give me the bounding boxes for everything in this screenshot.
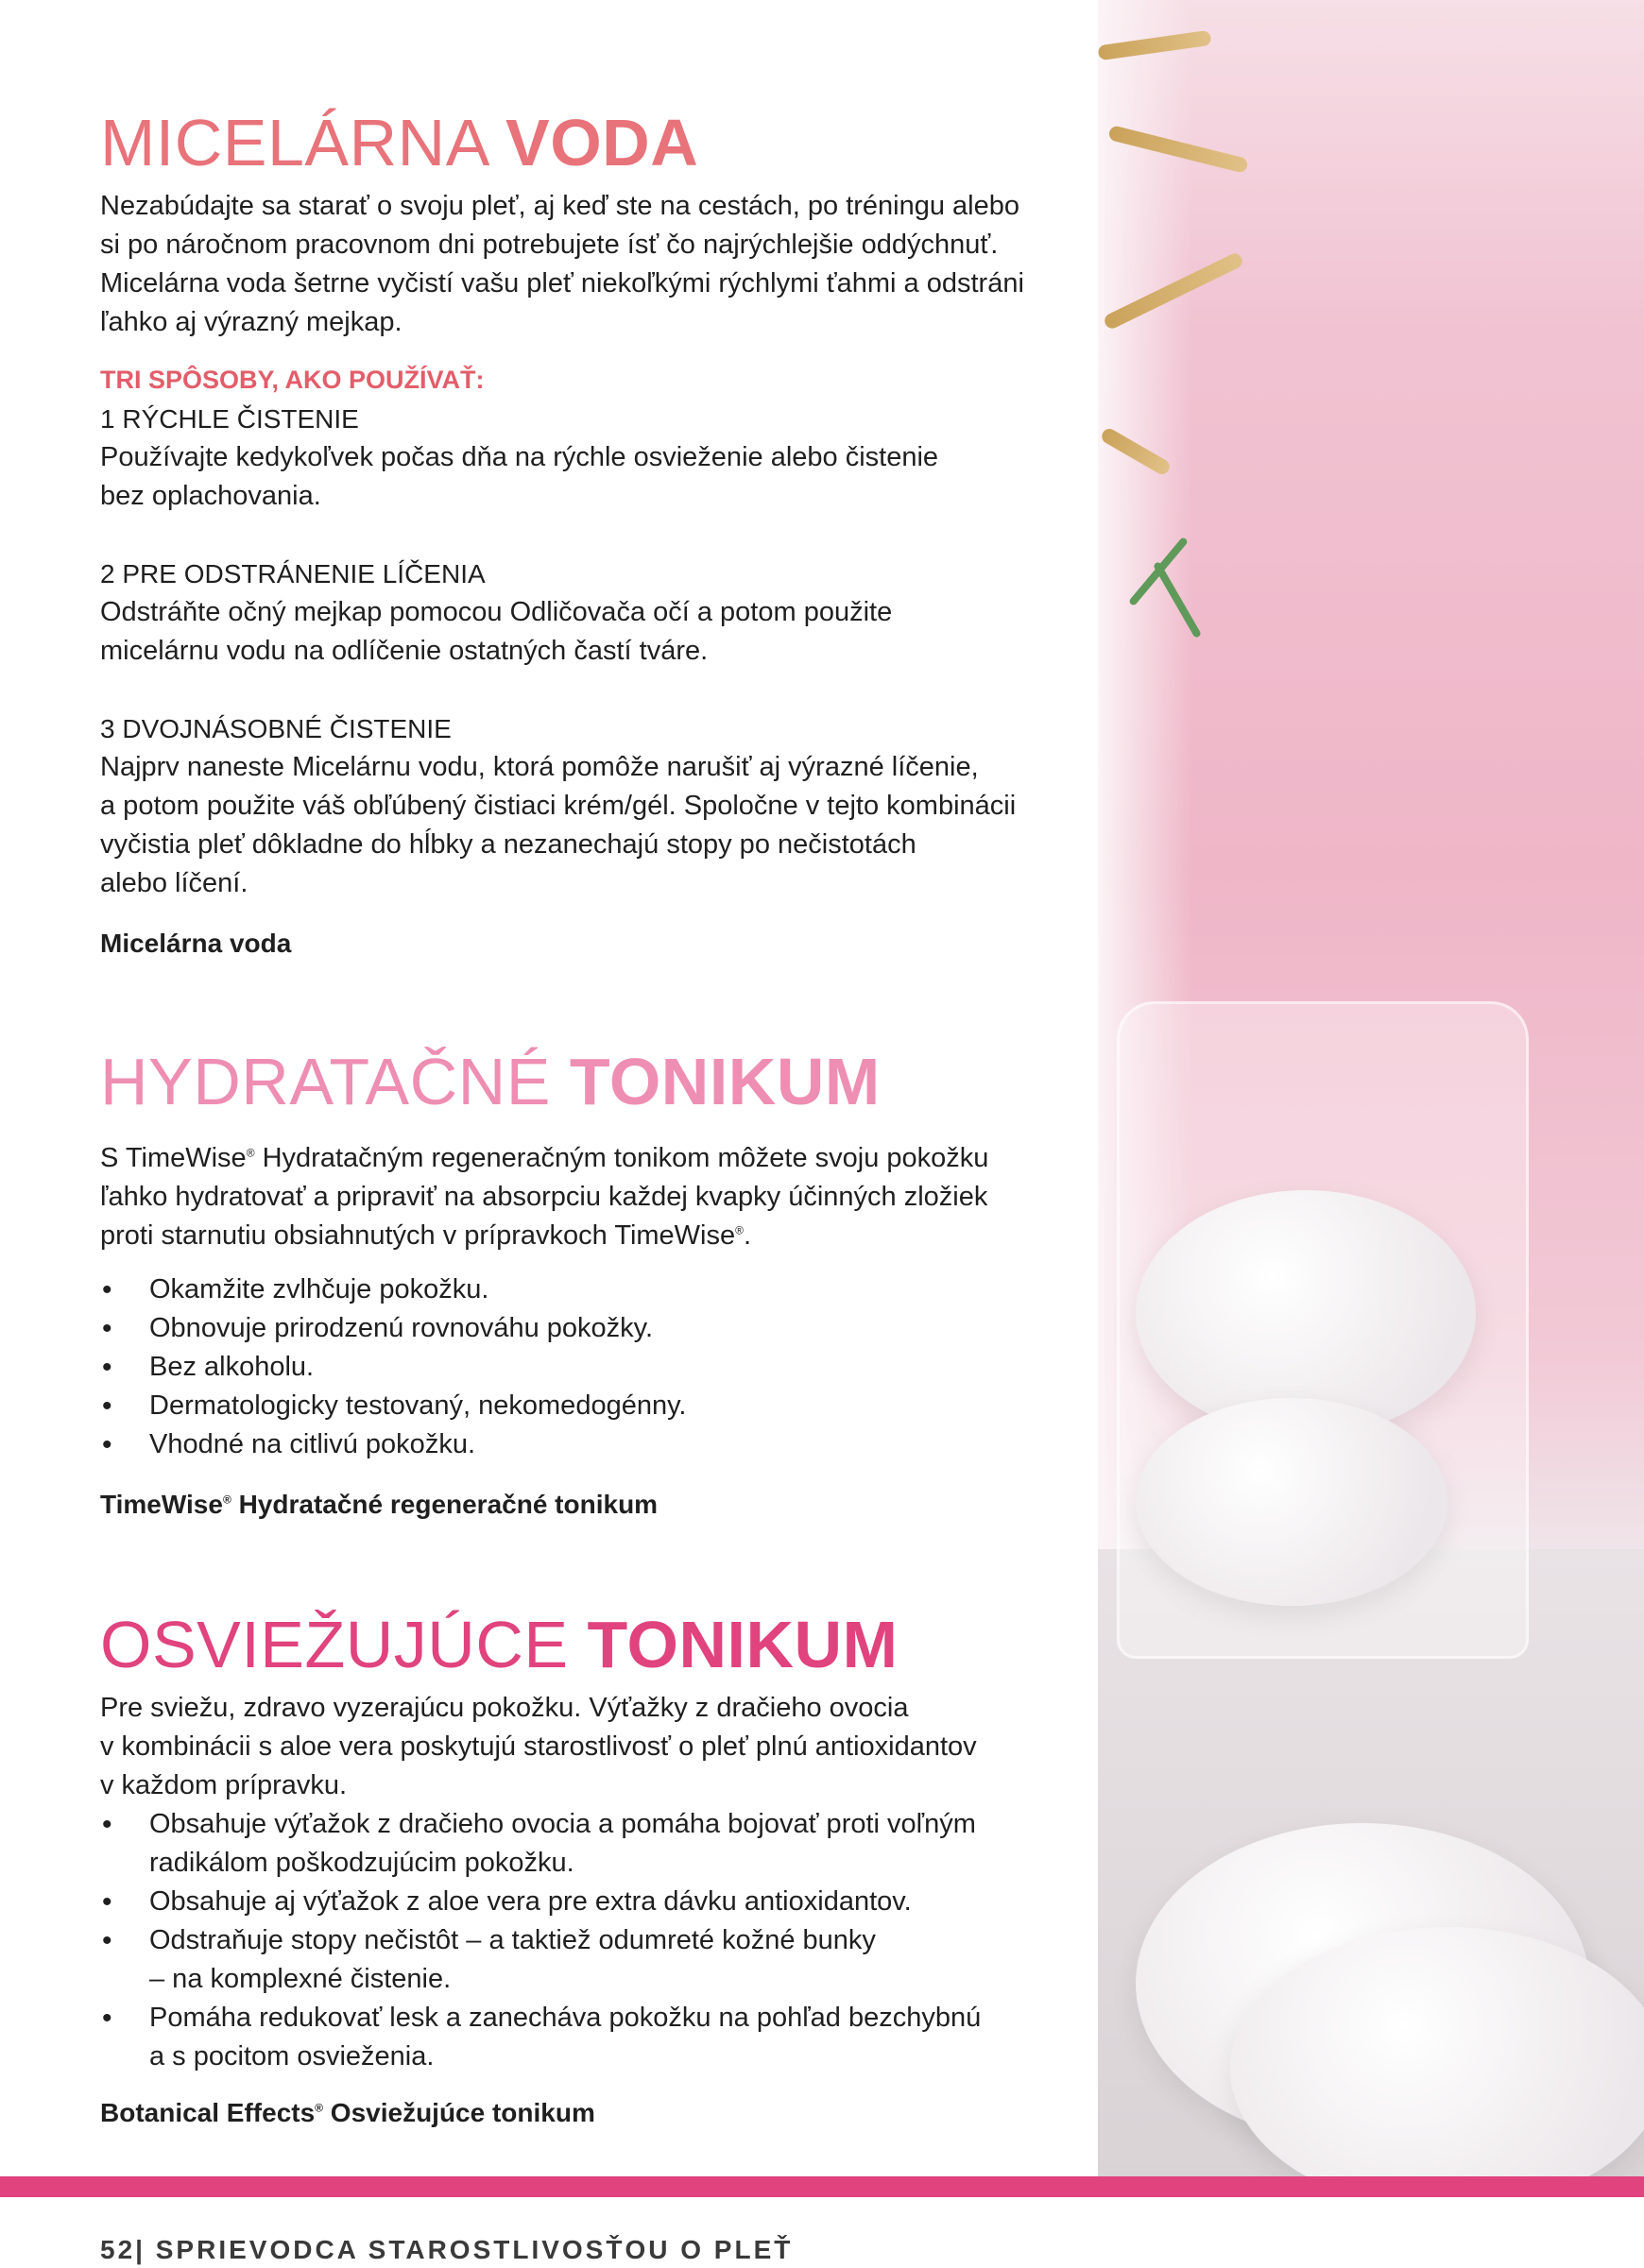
section-micellar-water <box>100 106 1045 963</box>
heading-micellar-water: MICELÁRNA VODA <box>100 106 699 179</box>
list-item: • Obsahuje aj výťažok z aloe vera pre extra dávku antioxidantov. <box>100 1883 1045 1921</box>
micellar-step-2: 2 PRE ODSTRÁNENIE LÍČENIA Odstráňte očný mejkap pomocou Odličovača očí a potom použite micelárnu vodu na odlíčenie ostatných častí tváre. <box>100 559 893 666</box>
list-item: • Pomáha redukovať lesk a zanecháva pokožku na pohľad bezchybnú a s pocitom osvieženia. <box>100 1999 1045 2076</box>
micellar-product-name: Micelárna voda <box>100 929 292 958</box>
micellar-step-1: 1 RÝCHLE ČISTENIE Používajte kedykoľvek počas dňa na rýchle osvieženie alebo čistenie bez oplachovania. <box>100 404 939 511</box>
list-item: • Obsahuje výťažok z dračieho ovocia a pomáha bojovať proti voľným radikálom poškodzujúcim pokožku. <box>100 1805 1045 1883</box>
list-item: • Dermatologicky testovaný, nekomedogénny. <box>100 1387 1045 1425</box>
heading-refreshing-toner: OSVIEŽUJÚCE TONIKUM <box>100 1608 899 1681</box>
hydrating-benefits-list <box>100 1270 1045 1464</box>
list-item: • Bez alkoholu. <box>100 1348 1045 1387</box>
refreshing-intro: Pre sviežu, zdravo vyzerajúcu pokožku. Výťažky z dračieho ovocia v kombinácii s aloe vera poskytujú starostlivosť o pleť plnú antioxidantov v každom prípravku. <box>100 1693 977 1800</box>
list-item: • Okamžite zvlhčuje pokožku. <box>100 1270 1045 1309</box>
micellar-step-3: 3 DVOJNÁSOBNÉ ČISTENIE Najprv naneste Micelárnu vodu, ktorá pomôže narušiť aj výrazné líčenie, a potom použite váš obľúbený čistiaci krém/gél. Spoločne v tejto kombinácii vyčistia pleť dôkladne do hĺbky a nezanechajú stopy po nečistotách alebo líčení. <box>100 714 1017 898</box>
list-item: • Obnovuje prirodzenú rovnováhu pokožky. <box>100 1309 1045 1348</box>
footer-bar <box>0 2176 1644 2197</box>
product-photo <box>1098 0 1644 2176</box>
list-item: • Odstraňuje stopy nečistôt – a taktiež odumreté kožné bunky – na komplexné čistenie. <box>100 1921 1045 1999</box>
page-footer: 52| SPRIEVODCA STAROSTLIVOSŤOU O PLEŤ <box>100 2235 794 2264</box>
hydrating-product-name: TimeWise® Hydratačné regeneračné tonikum <box>100 1490 659 1519</box>
micellar-intro: Nezabúdajte sa starať o svoju pleť, aj keď ste na cestách, po tréningu alebo si po náročnom pracovnom dni potrebujete ísť čo najrýchlejšie oddýchnuť. Micelárna voda šetrne vyčistí vašu pleť niekoľkými rýchlymi ťahmi a odstráni ľahko aj výrazný mejkap. <box>100 191 1024 337</box>
section-refreshing-toner <box>100 1608 1045 2132</box>
refreshing-benefits-list <box>100 1805 1045 2076</box>
heading-hydrating-toner: HYDRATAČNÉ TONIKUM <box>100 1045 881 1118</box>
photo-cotton-pad <box>1136 1398 1447 1606</box>
refreshing-product-name: Botanical Effects® Osviežujúce tonikum <box>100 2098 595 2127</box>
hydrating-intro: S TimeWise® Hydratačným regeneračným tonikom môžete svoju pokožku ľahko hydratovať a pripraviť na absorpciu každej kvapky účinných zložiek proti starnutiu obsiahnutých v prípravkoch TimeWise®. <box>100 1143 989 1251</box>
list-item: • Vhodné na citlivú pokožku. <box>100 1425 1045 1464</box>
section-hydrating-toner <box>100 1045 1045 1524</box>
micellar-subheading: TRI SPÔSOBY, AKO POUŽÍVAŤ: <box>100 366 485 394</box>
